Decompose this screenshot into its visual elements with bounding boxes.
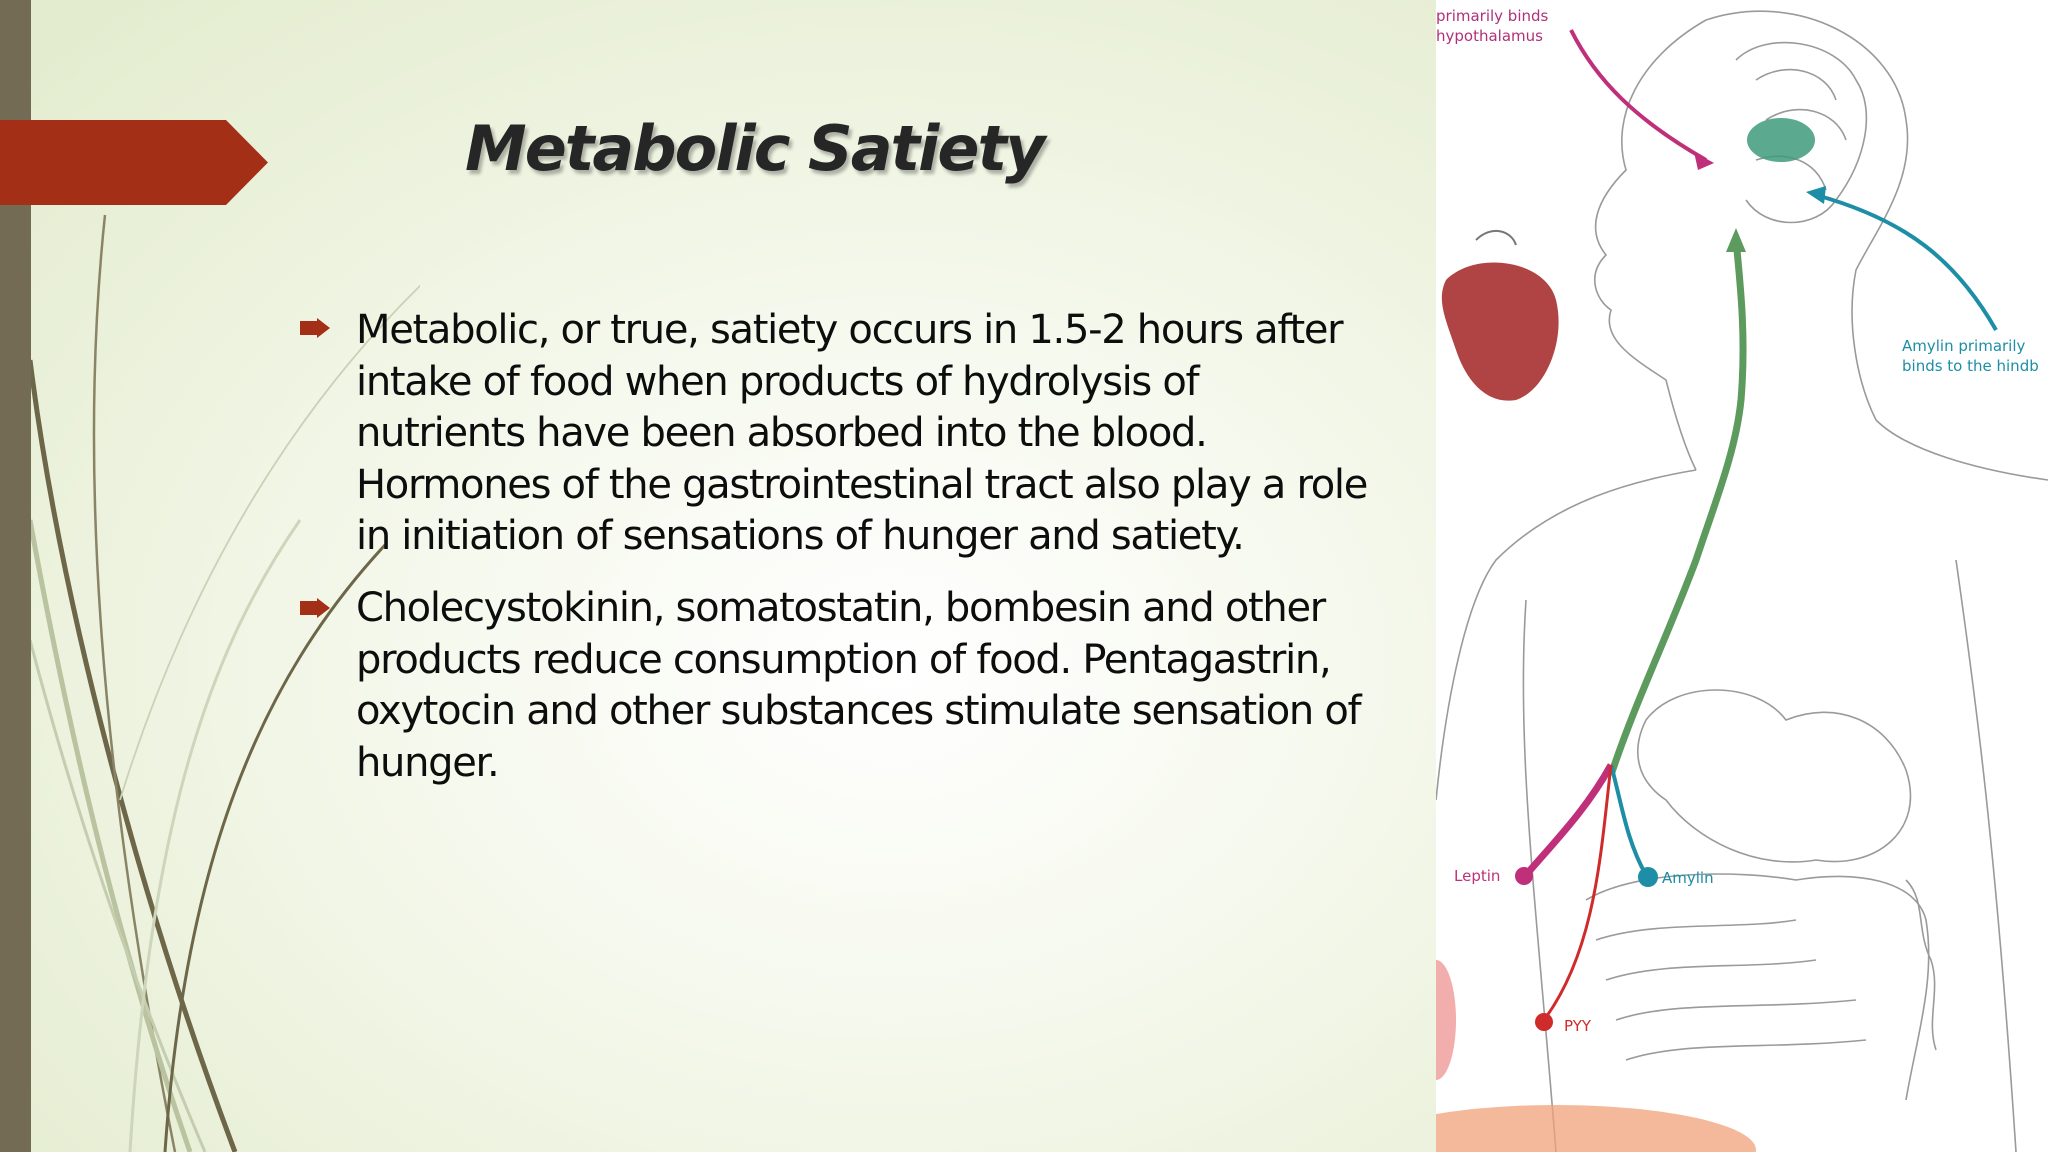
leptin-label: Leptin (1454, 867, 1501, 885)
bullet-arrow-icon (300, 318, 330, 338)
amylin-label: Amylin (1662, 869, 1714, 887)
bullet-arrow-icon (300, 598, 330, 618)
title-accent-arrow (0, 120, 268, 205)
hypothalamus-label: primarily binds hypothalamus (1436, 7, 1549, 45)
satiety-hormone-illustration (1436, 0, 2048, 1152)
body-sketch (1436, 0, 2048, 1152)
hindbrain-label: Amylin primarily binds to the hindb (1902, 337, 2039, 375)
slide-title: Metabolic Satiety (465, 112, 1044, 185)
bullet-text-metabolic-satiety: Metabolic, or true, satiety occurs in 1.5-2 hours after intake of food when products of hydrolysis of nutrients have been absorbed into the blood. Hormones of the gastrointestinal tract also play a role in initiation of sensations of hunger and satiety. (356, 307, 1368, 559)
pyy-label: PYY (1564, 1017, 1592, 1035)
bullet-text-hormones: Cholecystokinin, somatostatin, bombesin and other products reduce consumption of food. Pentagastrin, oxytocin and other substances stimulate sensation of hunger. (356, 585, 1361, 786)
